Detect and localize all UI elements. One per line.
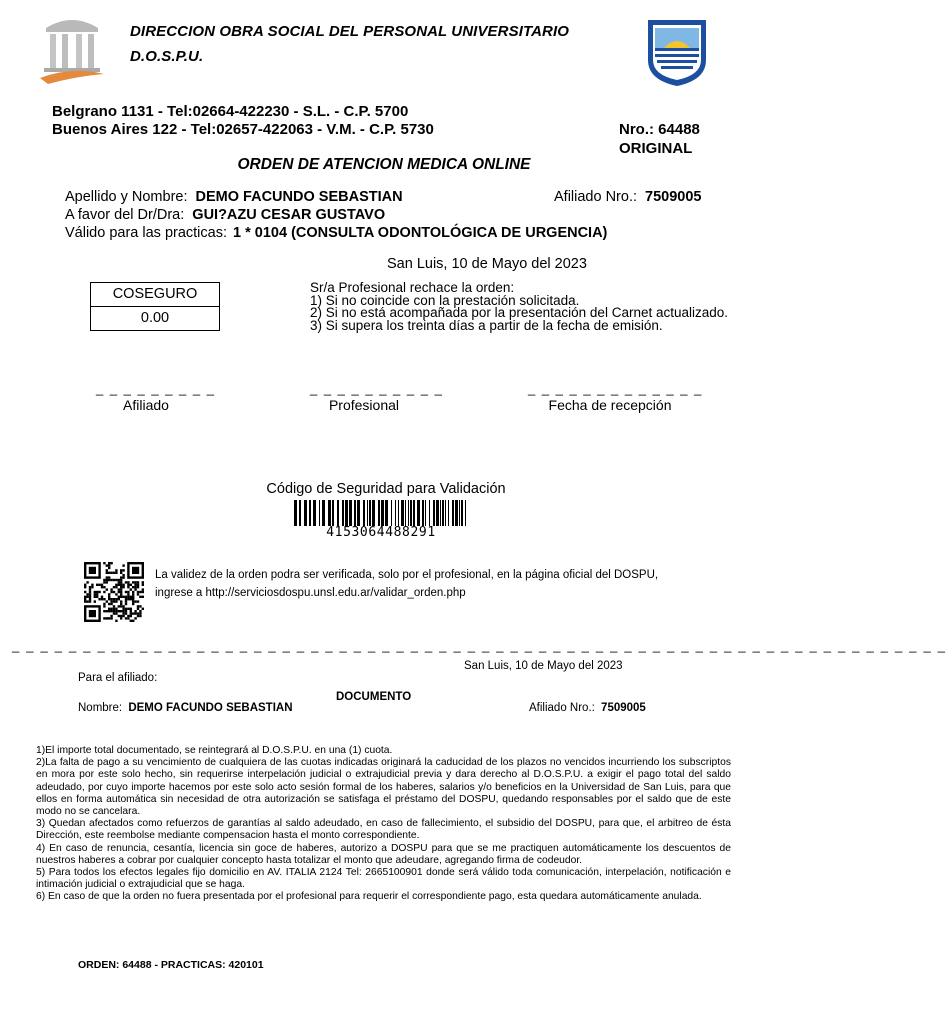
affiliate-label: Afiliado Nro.: (554, 189, 638, 205)
shield-emblem-icon (644, 16, 710, 88)
patient-name: DEMO FACUNDO SEBASTIAN (195, 189, 403, 205)
receipt-affiliate-label: Afiliado Nro.: (529, 702, 595, 714)
receipt-affiliate-number: 7509005 (601, 702, 646, 714)
practice-label: Válido para las practicas: (65, 225, 227, 241)
address-line-2: Buenos Aires 122 - Tel:02657-422063 - V.M. - C.P. 5730 (52, 121, 434, 138)
qr-code (84, 562, 148, 622)
receipt-for-label: Para el afiliado: (78, 672, 158, 684)
order-number: Nro.: 64488 (619, 121, 700, 138)
signature-reception-label: Fecha de recepción (548, 397, 672, 413)
receipt-name-label: Nombre: (78, 702, 123, 714)
tear-line: _ _ _ _ _ _ _ _ _ _ _ _ _ _ _ _ _ _ _ _ _ _ _ _ _ _ _ _ _ _ _ _ _ _ _ _ _ _ _ _ _ _ _ _ _ _ _ _ _ _ _ _ _ _ _ _ _ _ _ _ _ _ _ _ _ _ (12, 638, 947, 653)
practice-row (65, 225, 607, 241)
rejection-rules (310, 282, 728, 332)
rules-heading: Sr/a Profesional rechace la orden: (310, 280, 515, 295)
signature-affiliate-label: Afiliado (123, 397, 169, 413)
receipt-name-row (78, 702, 293, 714)
coseguro-box (90, 282, 220, 331)
legal-clause: 3) Quedan afectados como refuerzos de garantías al saldo adeudado, en caso de fallecimiento, el subsidio del DOSPU, para que, el arbitreo de ésta Dirección, este reembolse mediante compensacion hasta el monto correspondiente. (36, 818, 731, 842)
org-acronym: D.O.S.P.U. (130, 48, 204, 65)
security-code-label: Código de Seguridad para Validación (266, 481, 506, 497)
doctor-label: A favor del Dr/Dra: (65, 207, 185, 223)
practice-value: 1 * 0104 (CONSULTA ODONTOLÓGICA DE URGENCIA) (233, 225, 608, 241)
document-title: DOCUMENTO (336, 691, 412, 703)
doctor-row (65, 207, 385, 223)
org-title: DIRECCION OBRA SOCIAL DEL PERSONAL UNIVERSITARIO (130, 23, 570, 40)
doctor-name: GUI?AZU CESAR GUSTAVO (192, 207, 386, 223)
affiliate-row (554, 189, 702, 205)
legal-clause: 4) En caso de renuncia, cesantía, licencia sin goce de haberes, autorizo a DOSPU para que se me practiquen automáticamente los descuentos de nuestros haberes a cobrar por cualquier concepto hasta totalizar el monto que adeudare, agregando firma de codeudor. (36, 842, 731, 866)
rule-item: 1) Si no coincide con la prestación solicitada. (310, 292, 580, 308)
order-title: ORDEN DE ATENCION MEDICA ONLINE (237, 156, 531, 173)
legal-clause: 6) En caso de que la orden no fuera presentada por el profesional para requerir el correspondiente pago, esta quedara automáticamente anulada. (36, 891, 702, 903)
patient-name-label: Apellido y Nombre: (65, 189, 188, 205)
receipt-date: San Luis, 10 de Mayo del 2023 (464, 660, 623, 672)
issue-date: San Luis, 10 de Mayo del 2023 (387, 256, 587, 272)
signature-professional-label: Profesional (328, 397, 400, 413)
rule-item: 3) Si supera los treinta días a partir de la fecha de emisión. (310, 317, 663, 333)
legal-clause: 2)La falta de pago a su vencimiento de cualquiera de las cuotas indicadas originará la caducidad de los plazos no vencidos incurriendo los subscriptos en mora por este solo hecho, sin requerirse interpelación judicial o extrajudicial previa y dara derecho al D.O.S.P.U. a exigir el pago total del saldo adeudado, por cuyo importe hacemos por este solo acto sesión formal de los haberes, salarios y/o beneficios en la Universidad de San Luis, para que ellos en forma automática sin necesidad de otra autorización se satisfaga el préstamo del DOSPU, quedando responsables por el saldo que de este modo no se cancelara. (36, 757, 731, 818)
rule-item: 2) Si no está acompañada por la presentación del Carnet actualizado. (310, 305, 729, 321)
affiliate-number: 7509005 (645, 189, 702, 205)
receipt-affiliate-row (529, 702, 646, 714)
patient-name-row (65, 189, 403, 205)
coseguro-label: COSEGURO (112, 286, 198, 302)
legal-clause: 1)El importe total documentado, se reintegrará al D.O.S.P.U. en una (1) cuota. (36, 745, 393, 756)
signature-line-affiliate: _ _ _ _ _ _ _ _ _ (96, 381, 216, 396)
signature-line-professional: _ _ _ _ _ _ _ _ _ _ (310, 381, 444, 396)
legal-clauses (36, 745, 731, 904)
signature-line-reception: _ _ _ _ _ _ _ _ _ _ _ _ _ (528, 381, 703, 396)
legal-clause: 5) Para todos los efectos legales fijo domicilio en AV. ITALIA 2124 Tel: 2665100901 donde será válido toda comunicación, interpelación, notificación e intimación judicial o extrajudicial que se haga. (36, 867, 731, 891)
order-footer: ORDEN: 64488 - PRACTICAS: 420101 (78, 959, 264, 971)
security-code: 4153064488291 (326, 525, 436, 540)
validation-text-line-2: ingrese a http://serviciosdospu.unsl.edu.ar/validar_orden.php (155, 587, 466, 599)
validation-text-line-1: La validez de la orden podra ser verificada, solo por el profesional, en la página oficial del DOSPU, (155, 569, 659, 581)
copy-label: ORIGINAL (619, 140, 693, 157)
address-line-1: Belgrano 1131 - Tel:02664-422230 - S.L. - C.P. 5700 (52, 103, 409, 120)
coseguro-value: 0.00 (91, 306, 219, 330)
barcode (292, 500, 470, 526)
receipt-name: DEMO FACUNDO SEBASTIAN (128, 702, 293, 714)
temple-columns-icon (38, 18, 106, 84)
